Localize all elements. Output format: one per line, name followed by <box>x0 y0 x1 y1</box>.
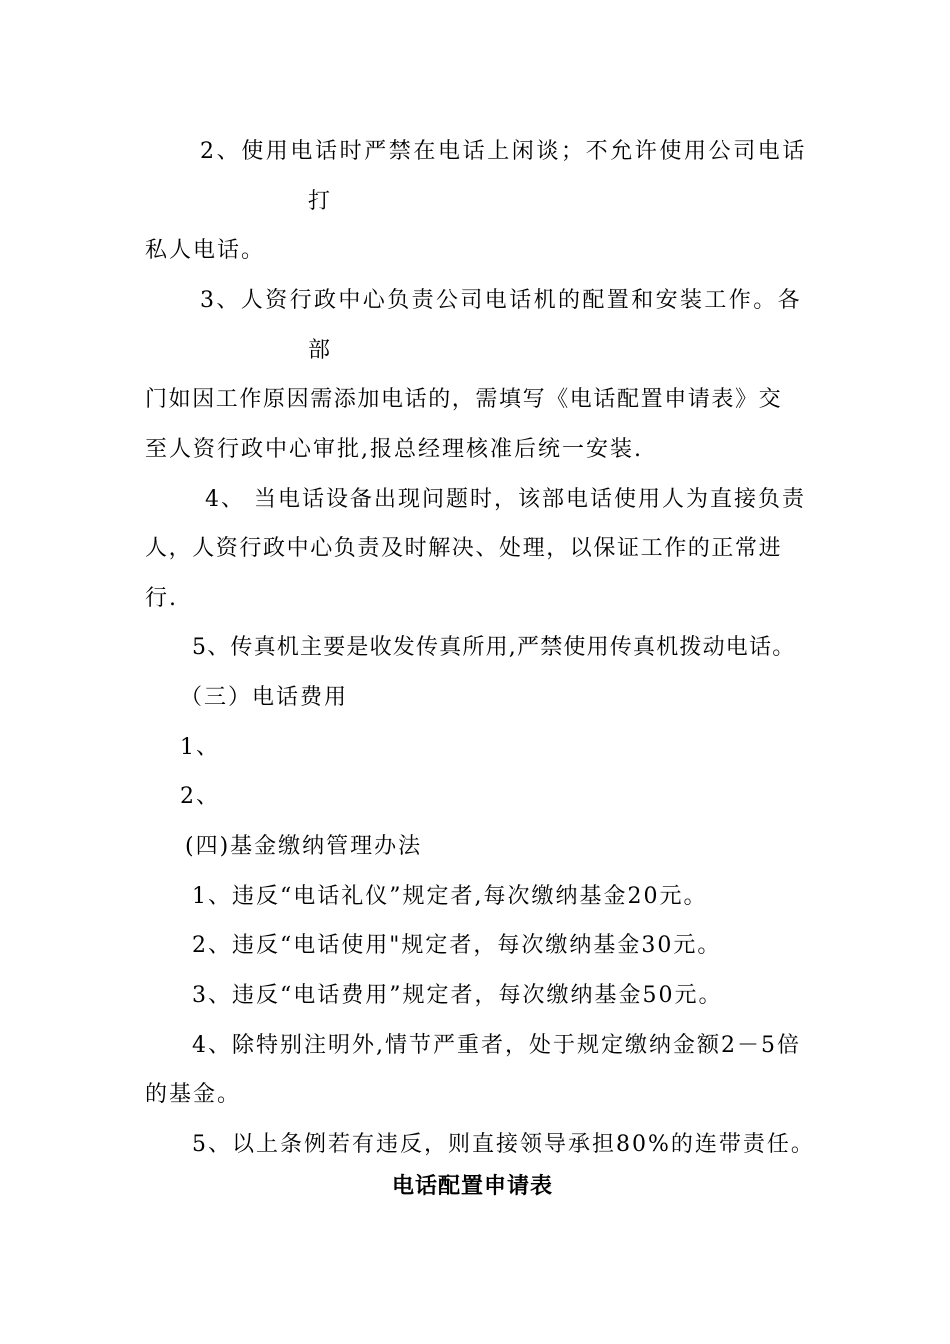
paragraph-4-line-2: 人，人资行政中心负责及时解决、处理，以保证工作的正常进 <box>145 536 783 561</box>
fund-rule-3: 3、违反“电话费用”规定者，每次缴纳基金50元。 <box>192 983 723 1008</box>
section-heading-fund: (四)基金缴纳管理办法 <box>185 834 423 859</box>
paragraph-2-line-3: 私人电话。 <box>145 238 266 263</box>
paragraph-5: 5、传真机主要是收发传真所用,严禁使用传真机拨动电话。 <box>192 635 796 660</box>
form-title: 电话配置申请表 <box>392 1174 554 1199</box>
paragraph-3-line-3: 门如因工作原因需添加电话的，需填写《电话配置申请表》交 <box>145 387 783 412</box>
fund-rule-5: 5、以上条例若有违反，则直接领导承担80%的连带责任。 <box>192 1132 815 1157</box>
paragraph-3-line-2: 部 <box>308 338 333 363</box>
paragraph-2-line-1: 2、使用电话时严禁在电话上闲谈；不允许使用公司电话 <box>200 139 807 164</box>
paragraph-3-line-4: 至人资行政中心审批,报总经理核准后统一安装. <box>145 437 643 462</box>
paragraph-4-line-1: 4、 当电话设备出现问题时，该部电话使用人为直接负责 <box>205 487 806 512</box>
fund-rule-1: 1、违反“电话礼仪”规定者,每次缴纳基金20元。 <box>192 884 708 909</box>
fund-rule-2: 2、违反“电话使用"规定者，每次缴纳基金30元。 <box>192 933 722 958</box>
fund-rule-4-line-2: 的基金。 <box>145 1082 242 1107</box>
fund-rule-4-line-1: 4、除特别注明外,情节严重者，处于规定缴纳金额2－5倍 <box>192 1033 801 1058</box>
paragraph-3-line-1: 3、人资行政中心负责公司电话机的配置和安装工作。各 <box>200 288 802 313</box>
section-heading-phone-fees: （三）电话费用 <box>180 685 349 710</box>
fee-item-2: 2、 <box>180 784 220 809</box>
fee-item-1: 1、 <box>180 735 220 760</box>
paragraph-2-line-2: 打 <box>308 189 333 214</box>
paragraph-4-line-3: 行. <box>145 586 178 611</box>
